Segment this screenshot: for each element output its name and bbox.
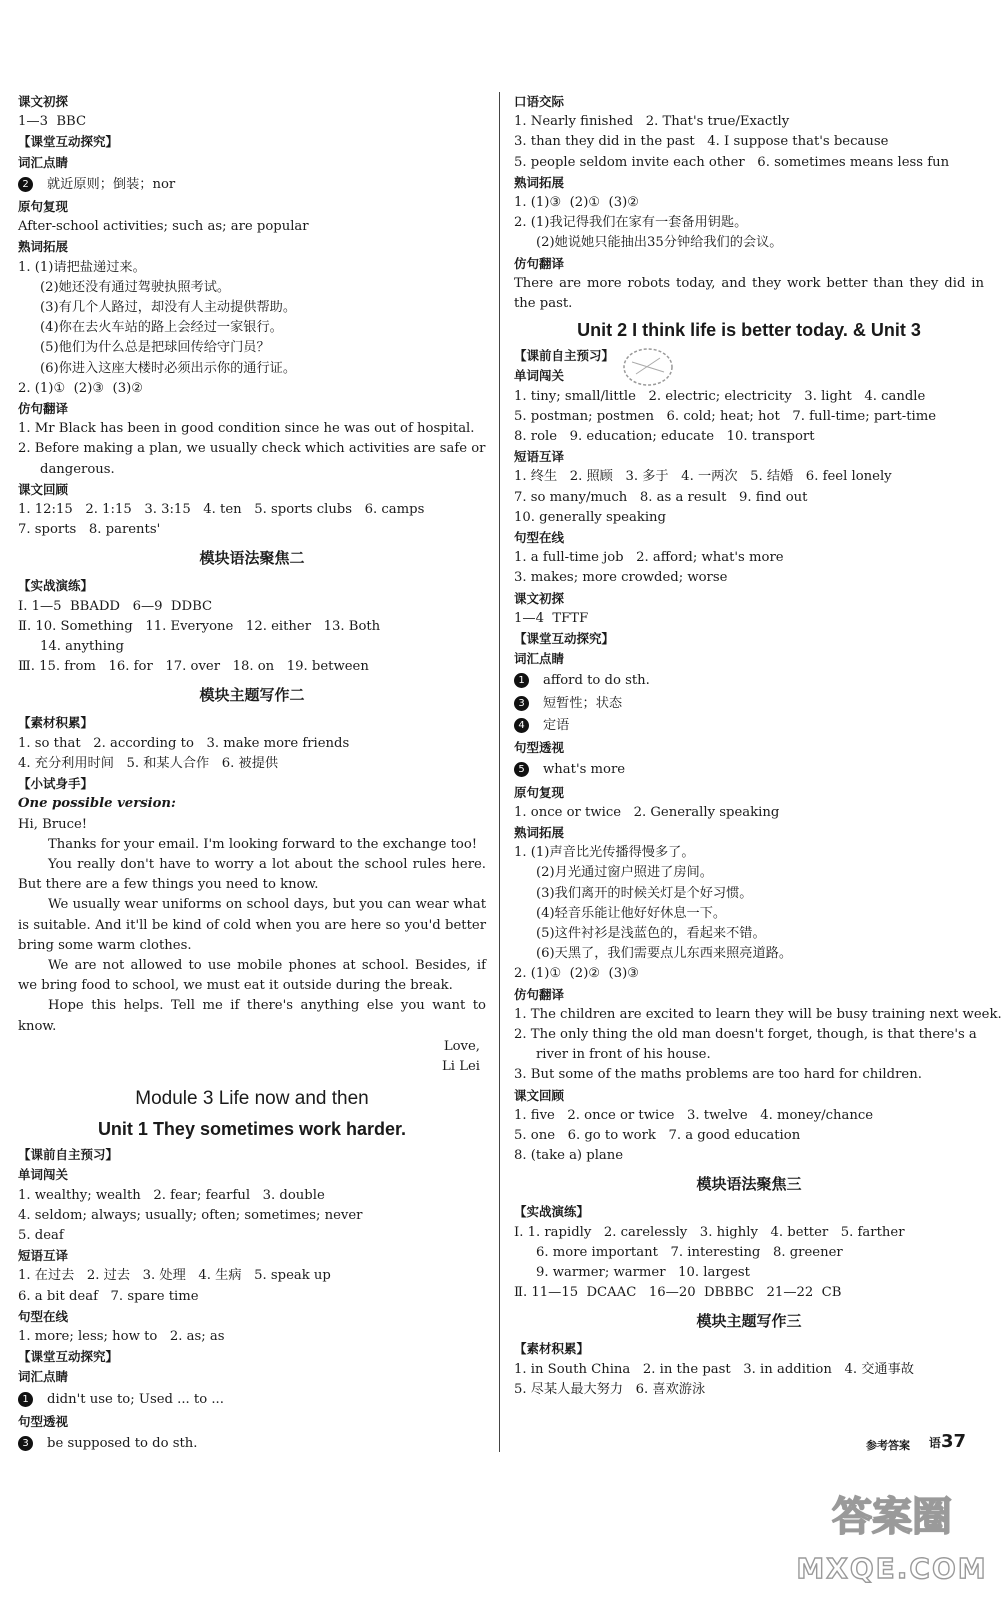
- section-heading: 课文初探: [18, 94, 69, 109]
- section-heading: 单词闯关: [514, 368, 565, 384]
- column-divider: [499, 92, 500, 1452]
- answer-line-indented: (5)他们为什么总是把球回传给守门员？: [40, 340, 270, 356]
- answer-line: 1. so that 2. according to 3. make more friends: [18, 735, 350, 751]
- answer-line-indented: (3)有几个人路过，却没有人主动提供帮助。: [40, 300, 297, 316]
- answer-line: 5. people seldom invite each other 6. sometimes means less fun: [514, 154, 950, 170]
- section-heading: 仿句翻译: [18, 401, 69, 417]
- answer-line: 1. 终生 2. 照顾 3. 多于 4. 一两次 5. 结婚 6. feel lonely: [514, 469, 892, 485]
- section-heading: 句型在线: [514, 530, 565, 546]
- circled-number-icon: 2: [18, 177, 33, 192]
- section-heading: 短语互译: [514, 449, 565, 465]
- unit-title: Unit 1 They sometimes work harder.: [97, 1119, 407, 1140]
- answer-line: Ⅱ. 10. Something 11. Everyone 12. either 13. Both: [18, 618, 381, 634]
- numbered-answer: [514, 760, 984, 780]
- section-heading: 熟词拓展: [514, 174, 565, 190]
- circled-number-icon: 4: [514, 718, 529, 733]
- answer-text: didn't use to; Used ... to ...: [47, 1391, 224, 1407]
- answer-line-indented: (4)轻音乐能让他好好休息一下。: [536, 905, 727, 921]
- section-heading: 原句复现: [514, 784, 565, 800]
- section-heading: 【课前自主预习】: [514, 348, 615, 364]
- section-heading: 原句复现: [18, 199, 69, 215]
- answer-line: 1. once or twice 2. Generally speaking: [514, 804, 780, 820]
- answer-text: what's more: [543, 762, 626, 778]
- section-heading: 句型透视: [514, 740, 565, 756]
- section-title: 模块语法聚焦三: [696, 1175, 802, 1194]
- section-heading: 【素材积累】: [514, 1341, 590, 1357]
- circled-number-icon: 3: [18, 1436, 33, 1451]
- answer-line: 3. makes; more crowded; worse: [514, 570, 728, 586]
- answer-line: 1. 在过去 2. 过去 3. 处理 4. 生病 5. speak up: [18, 1268, 331, 1284]
- answer-line: 10. generally speaking: [514, 509, 666, 525]
- section-heading: 熟词拓展: [18, 239, 69, 255]
- svg-text:答案圈: 答案圈: [832, 1494, 952, 1540]
- numbered-answer: [18, 175, 486, 195]
- answer-line: 5. deaf: [18, 1227, 64, 1243]
- right-column: [514, 92, 1002, 1400]
- section-heading: 课文初探: [514, 590, 565, 606]
- section-heading: 课文回顾: [514, 1087, 565, 1103]
- answer-line: 1. (1)声音比光传播得慢多了。: [514, 845, 695, 861]
- answer-line: 1. more; less; how to 2. as; as: [18, 1328, 225, 1344]
- section-heading: 句型透视: [18, 1413, 69, 1429]
- answer-line: 1. five 2. once or twice 3. twelve 4. money/chance: [514, 1107, 874, 1123]
- essay-paragraph: Hope this helps. Tell me if there's anything else you want to know.: [18, 998, 486, 1034]
- answer-line: 6. a bit deaf 7. spare time: [18, 1288, 199, 1304]
- essay-paragraph: We usually wear uniforms on school days, but you can wear what is suitable. And it'll be kind of cold when you are here so you'd better bring some warm clothes.: [18, 897, 486, 953]
- unit-title: Unit 2 I think life is better today. & Unit 3: [577, 320, 921, 341]
- answer-line: Hi, Bruce!: [18, 816, 88, 832]
- answer-line: Ⅱ. 11—15 DCAAC 16—20 DBBBC 21—22 CB: [514, 1285, 842, 1301]
- answer-line: Ⅰ. 1. rapidly 2. carelessly 3. highly 4. better 5. farther: [514, 1224, 905, 1240]
- answer-line: 5. postman; postmen 6. cold; heat; hot 7. full-time; part-time: [514, 408, 937, 424]
- section-heading: 词汇点睛: [514, 651, 565, 667]
- translation-paragraph: There are more robots today, and they work better than they did in the past.: [514, 275, 984, 312]
- watermark-logo: [796, 1482, 988, 1592]
- answer-line: 2. The only thing the old man doesn't forget, though, is that there's a: [514, 1026, 977, 1042]
- answer-line: After-school activities; such as; are popular: [18, 219, 309, 235]
- answer-line: 5. 尽某人最大努力 6. 喜欢游泳: [514, 1381, 706, 1397]
- essay-paragraph: Thanks for your email. I'm looking forward to the exchange too!: [48, 836, 478, 852]
- answer-line: 1. (1)③ (2)① (3)②: [514, 195, 640, 211]
- answer-line-indented: 14. anything: [40, 639, 124, 655]
- answer-line: 8. role 9. education; educate 10. transport: [514, 429, 815, 445]
- letter-signoff: Love,: [443, 1038, 480, 1054]
- answer-line-indented: (2)她还没有通过驾驶执照考试。: [40, 279, 231, 295]
- answer-line: 4. seldom; always; usually; often; sometimes; never: [18, 1207, 363, 1223]
- answer-line: 1. The children are excited to learn they will be busy training next week.: [514, 1006, 1002, 1022]
- answer-line: 3. But some of the maths problems are too hard for children.: [514, 1067, 922, 1083]
- version-label: One possible version:: [18, 796, 176, 812]
- answer-line-indented: (6)天黑了，我们需要点儿东西来照亮道路。: [536, 946, 793, 962]
- page-number: 语37: [928, 1431, 966, 1452]
- answer-text: be supposed to do sth.: [47, 1435, 198, 1451]
- answer-line: Ⅲ. 15. from 16. for 17. over 18. on 19. between: [18, 659, 369, 675]
- footer-label: 参考答案: [866, 1439, 910, 1452]
- answer-line-indented: (2)月光通过窗户照进了房间。: [536, 865, 713, 881]
- section-heading: 口语交际: [514, 94, 565, 109]
- section-heading: 短语互译: [18, 1248, 69, 1264]
- module-title: Module 3 Life now and then: [135, 1088, 369, 1110]
- answer-line: 1—3 BBC: [18, 114, 87, 130]
- answer-line-indented: river in front of his house.: [536, 1047, 711, 1063]
- answer-line-indented: 9. warmer; warmer 10. largest: [536, 1264, 750, 1280]
- answer-line: Ⅰ. 1—5 BBADD 6—9 DDBC: [18, 598, 213, 614]
- section-heading: 仿句翻译: [514, 255, 565, 271]
- answer-line: 7. sports 8. parents': [18, 522, 161, 538]
- answer-line: 1. Mr Black has been in good condition since he was out of hospital.: [18, 421, 475, 437]
- circled-number-icon: 3: [514, 696, 529, 711]
- section-heading: 单词闯关: [18, 1167, 69, 1183]
- answer-line-indented: (4)你在去火车站的路上会经过一家银行。: [40, 320, 283, 336]
- section-heading: 仿句翻译: [514, 986, 565, 1002]
- section-heading: 【素材积累】: [18, 715, 94, 731]
- section-heading: 【小试身手】: [18, 776, 94, 792]
- answer-line-indented: (5)这件衬衫是浅蓝色的，看起来不错。: [536, 925, 766, 941]
- numbered-answer: [514, 716, 984, 736]
- answer-text: afford to do sth.: [543, 673, 650, 689]
- answer-line: 2. (1)我记得我们在家有一套备用钥匙。: [514, 215, 748, 231]
- answer-line-indented: (2)她说她只能抽出35分钟给我们的会议。: [536, 235, 783, 251]
- answer-line: 8. (take a) plane: [514, 1148, 624, 1164]
- answer-line-indented: (6)你进入这座大楼时必须出示你的通行证。: [40, 360, 297, 376]
- answer-line: 7. so many/much 8. as a result 9. find out: [514, 489, 808, 505]
- section-heading: 词汇点睛: [18, 154, 69, 170]
- answer-line-indented: dangerous.: [40, 461, 115, 477]
- answer-line-indented: (3)我们离开的时候关灯是个好习惯。: [536, 885, 753, 901]
- answer-text: 短暂性；状态: [543, 695, 623, 711]
- section-heading: 【课堂互动探究】: [18, 134, 119, 150]
- circled-number-icon: 5: [514, 762, 529, 777]
- section-title: 模块主题写作三: [696, 1312, 802, 1331]
- section-heading: 【实战演练】: [514, 1204, 590, 1220]
- answer-line: 2. (1)① (2)② (3)③: [514, 966, 640, 982]
- stamp-mark: [618, 342, 678, 392]
- answer-line: 2. Before making a plan, we usually check which activities are safe or: [18, 441, 486, 457]
- section-heading: 词汇点睛: [18, 1369, 69, 1385]
- answer-line: 1. 12:15 2. 1:15 3. 3:15 4. ten 5. sports clubs 6. camps: [18, 502, 425, 518]
- section-heading: 【课堂互动探究】: [514, 631, 615, 647]
- letter-signoff: Li Lei: [442, 1058, 480, 1074]
- numbered-answer: [514, 694, 984, 714]
- answer-text: 就近原则；倒装；nor: [47, 176, 176, 192]
- answer-line: 1—4 TFTF: [514, 610, 589, 626]
- section-heading: 【实战演练】: [18, 578, 94, 594]
- section-heading: 句型在线: [18, 1308, 69, 1324]
- answer-line: 2. (1)① (2)③ (3)②: [18, 380, 144, 396]
- circled-number-icon: 1: [18, 1392, 33, 1407]
- answer-line: 1. Nearly finished 2. That's true/Exactly: [514, 114, 790, 130]
- numbered-answer: [18, 1434, 486, 1454]
- section-title: 模块主题写作二: [199, 686, 305, 705]
- answer-line: 1. a full-time job 2. afford; what's more: [514, 550, 784, 566]
- essay-paragraph: You really don't have to worry a lot about the school rules here. But there are a few things you need to know.: [18, 856, 486, 893]
- section-title: 模块语法聚焦二: [199, 549, 305, 568]
- answer-line: 1. (1)请把盐递过来。: [18, 259, 146, 275]
- essay-paragraph: We are not allowed to use mobile phones at school. Besides, if we bring food to school, we must eat it outside during the break.: [18, 957, 486, 994]
- answer-line: 5. one 6. go to work 7. a good education: [514, 1127, 801, 1143]
- section-heading: 课文回顾: [18, 481, 69, 497]
- answer-line-indented: 6. more important 7. interesting 8. greener: [536, 1244, 843, 1260]
- answer-text: 定语: [543, 717, 570, 733]
- section-heading: 【课前自主预习】: [18, 1147, 119, 1163]
- numbered-answer: [514, 671, 984, 691]
- left-column: [18, 92, 486, 1456]
- answer-line: 1. in South China 2. in the past 3. in addition 4. 交通事故: [514, 1361, 914, 1377]
- svg-text:MXQE.COM: MXQE.COM: [796, 1552, 988, 1585]
- circled-number-icon: 1: [514, 673, 529, 688]
- answer-line: 1. wealthy; wealth 2. fear; fearful 3. double: [18, 1187, 325, 1203]
- answer-line: 4. 充分利用时间 5. 和某人合作 6. 被提供: [18, 755, 279, 771]
- section-heading: 【课堂互动探究】: [18, 1349, 119, 1365]
- answer-line: 1. tiny; small/little 2. electric; electricity 3. light 4. candle: [514, 388, 926, 404]
- answer-line: 3. than they did in the past 4. I suppose that's because: [514, 134, 889, 150]
- numbered-answer: [18, 1390, 486, 1410]
- section-heading: 熟词拓展: [514, 824, 565, 840]
